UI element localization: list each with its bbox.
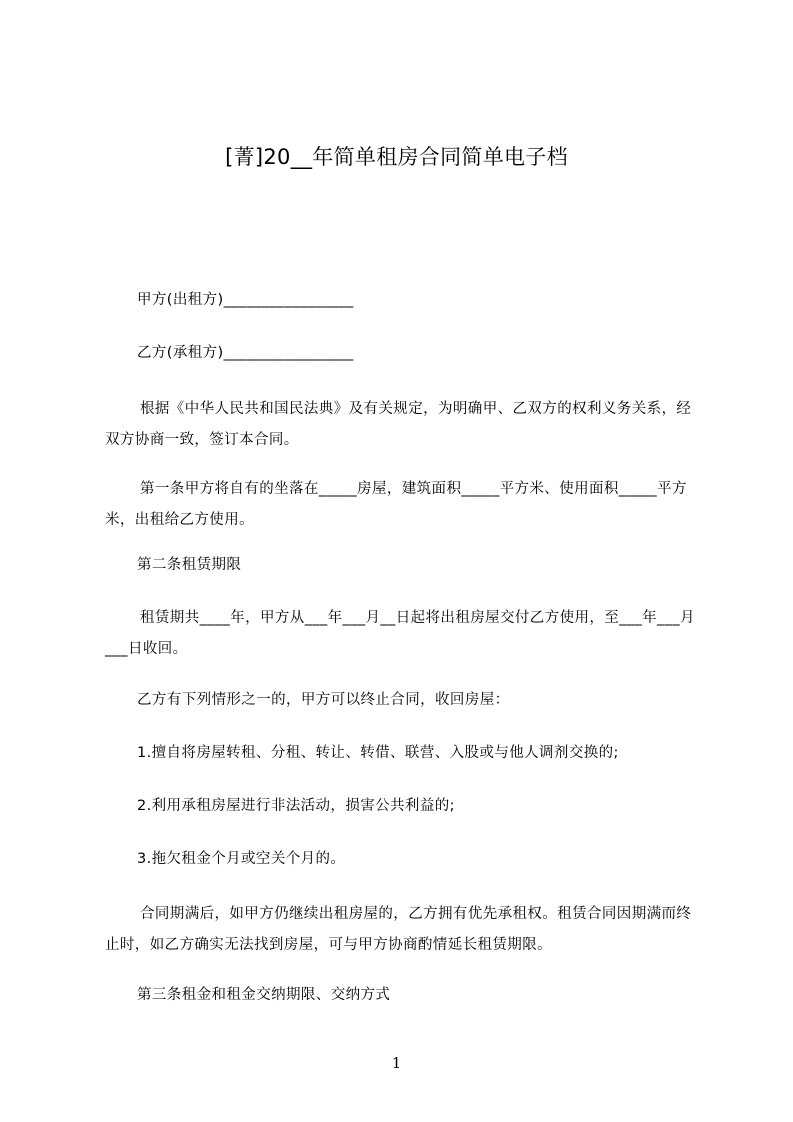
preamble-paragraph: 根据《中华人民共和国民法典》及有关规定，为明确甲、乙双方的权利义务关系，经双方协商一致，签订本合同。 — [105, 401, 692, 448]
condition-2-item: 2.利用承租房屋进行非法活动，损害公共利益的; — [137, 798, 455, 814]
document-title: [菁]20__年简单租房合同简单电子档 — [225, 145, 568, 169]
condition-3-item: 3.拖欠租金个月或空关个月的。 — [137, 851, 346, 867]
party-b-line: 乙方(承租方)_________________ — [137, 345, 354, 361]
termination-conditions-paragraph: 乙方有下列情形之一的，甲方可以终止合同，收回房屋： — [137, 692, 510, 708]
renewal-paragraph: 合同期满后，如甲方仍继续出租房屋的，乙方拥有优先承租权。租赁合同因期满而终止时，如乙方确实无法找到房屋，可与甲方协商酌情延长租赁期限。 — [105, 906, 692, 953]
article-3-heading: 第三条租金和租金交纳期限、交纳方式 — [137, 987, 391, 1003]
lease-term-paragraph: 租赁期共____年，甲方从___年___月__日起将出租房屋交付乙方使用，至___年___月___日收回。 — [105, 610, 695, 657]
condition-1-item: 1.擅自将房屋转租、分租、转让、转借、联营、入股或与他人调剂交换的; — [137, 745, 619, 761]
page-number: 1 — [391, 1054, 402, 1072]
party-a-line: 甲方(出租方)_________________ — [137, 292, 354, 308]
article-1-paragraph: 第一条甲方将自有的坐落在_____房屋，建筑面积_____平方米、使用面积_____平方米，出租给乙方使用。 — [105, 481, 687, 528]
article-2-heading: 第二条租赁期限 — [137, 557, 242, 573]
